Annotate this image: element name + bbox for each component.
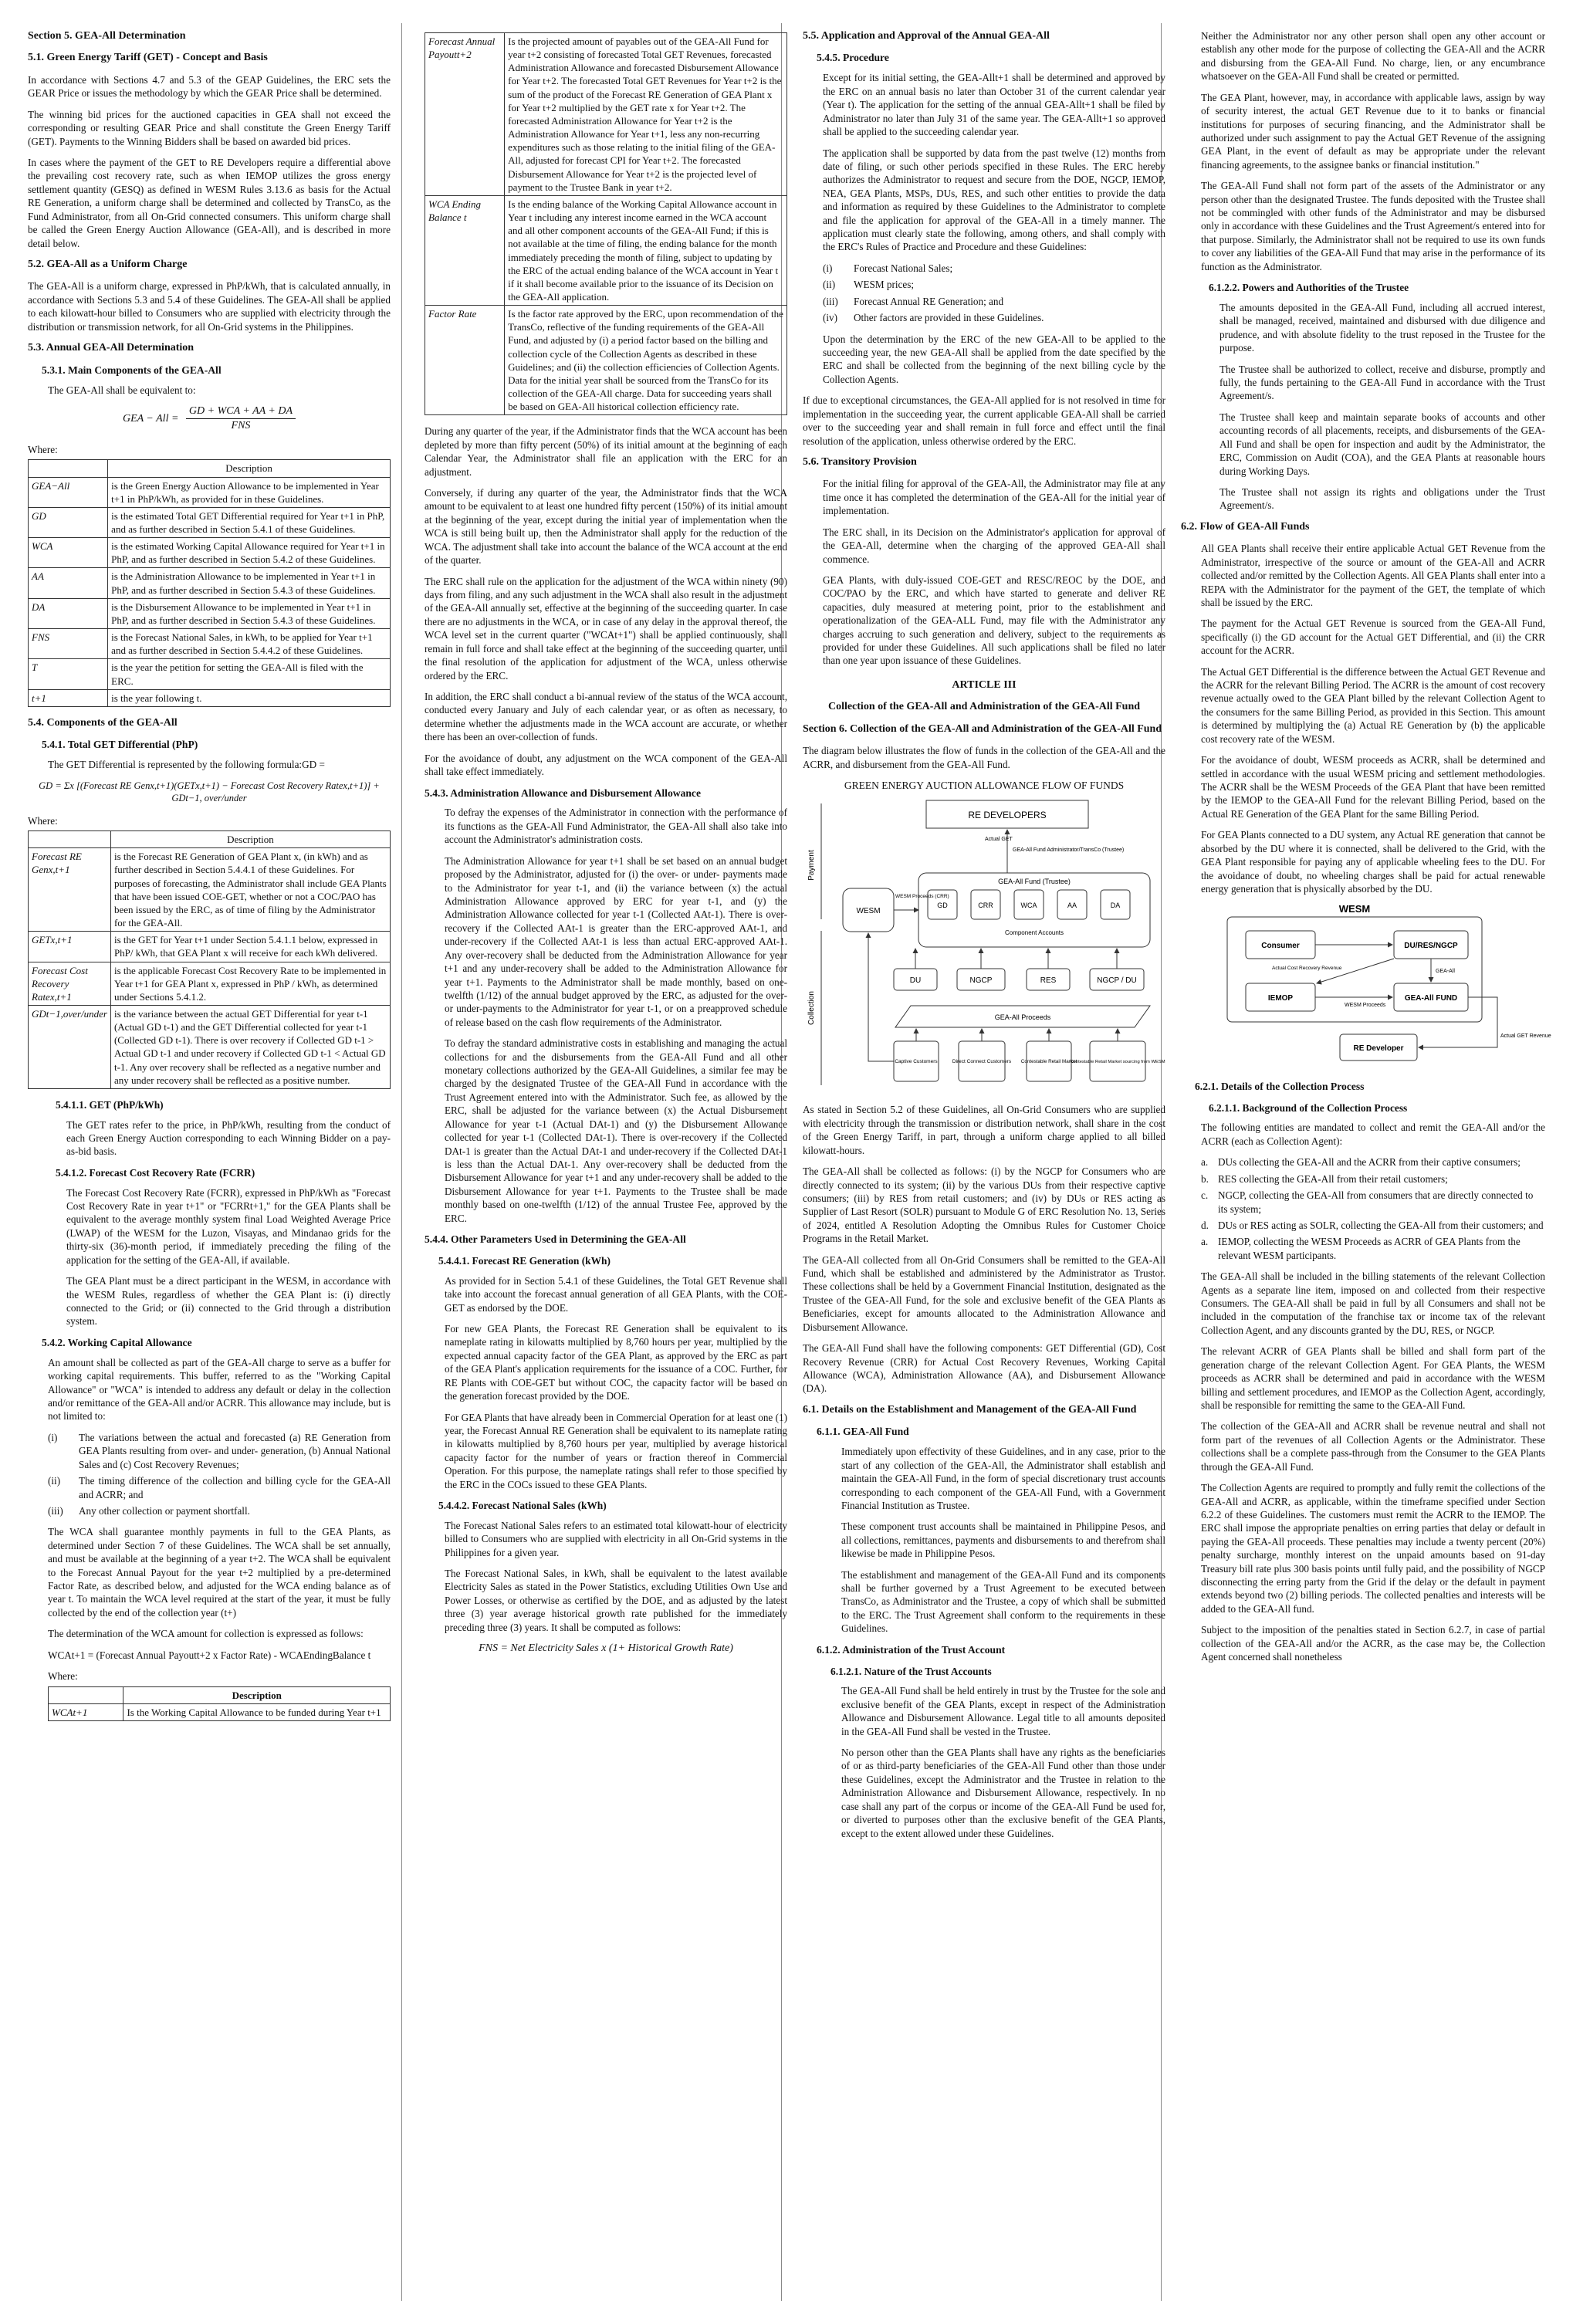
subsection-title: 6.2. Flow of GEA-All Funds bbox=[1181, 520, 1310, 533]
arrow bbox=[1317, 959, 1394, 983]
table-row bbox=[29, 1005, 391, 1088]
wesm-proceeds-label: WESM Proceeds (CRR) bbox=[895, 893, 949, 899]
term-cell: AA bbox=[29, 568, 108, 598]
paragraph: As stated in Section 5.2 of these Guidelines, all On-Grid Consumers who are supplied with electricity through the transmission or distribution network, shall share in the cost of the Green Energy Tariff, in part, through a uniform charge applied to all billed kilowatt-hours. bbox=[803, 1104, 1165, 1156]
table-row bbox=[29, 629, 391, 659]
paragraph: In cases where the payment of the GET to RE Developers require a differential above the prevailing cost recovery rate, such as when IEMOP utilizes the gross energy settlement quantity (GESQ) as defined in WESM Rules 3.13.6 as basis for the Actual RE Generation, a uniform charge shall be determined and collected by TransCo, as the Fund Administrator, from all On-Grid connected consumers. This uniform charge shall be called the Green Energy Auction Allowance (GEA-All), and is described in more detail below. bbox=[28, 157, 391, 249]
paragraph: The amounts deposited in the GEA-All Fund, including all accrued interest, shall be managed, received, maintained and disbursed with due diligence and prudence, and with absolute fidelity to the trust reposed in the Trustee for the purpose. bbox=[1219, 301, 1545, 354]
contestable-label: Contestable Retail Market bbox=[1020, 1058, 1077, 1064]
table-row bbox=[29, 507, 391, 537]
term-cell: WCA Ending Balance t bbox=[425, 195, 505, 305]
paragraph: The payment for the Actual GET Revenue is sourced from the GEA-All Fund, specifically (i) the GD account for the Actual GET Differential, and (ii) the CRR account for the ACRR. bbox=[1201, 617, 1545, 657]
term-cell: Forecast Cost Recovery Ratex,t+1 bbox=[29, 962, 111, 1005]
subsection-title: 5.4.1. Total GET Differential (PhP) bbox=[42, 739, 198, 751]
paragraph: The Forecast Cost Recovery Rate (FCRR), expressed in PhP/kWh as "Forecast Cost Recovery Rate in year t+1" or "FCRRt+1," for the GEA Plants shall be equivalent to the average monthly system final Load Weighted Average Price (LWAP) of the WESM for the Luzon, Visayas, and Mindanao grids for the thirty-six (36)-month period, if immediately preceding the filing of the application for the setting of the GEA-All, if available. bbox=[66, 1186, 391, 1266]
list-item: (i) The variations between the actual and forecasted (a) RE Generation from GEA Plants resulting from over- and under- generation, (b) Annual National Sales and (c) Cost Recovery Revenues; bbox=[48, 1431, 391, 1470]
column-1 bbox=[28, 29, 391, 1730]
iemop-label: IEMOP bbox=[1267, 994, 1294, 1003]
subsection-title: 5.4.1.1. GET (PhP/kWh) bbox=[56, 1098, 164, 1111]
subsection-title: 5.4.1.2. Forecast Cost Recovery Rate (FCRR) bbox=[56, 1166, 255, 1179]
paragraph: For the avoidance of doubt, WESM proceeds as ACRR, shall be determined and settled in accordance with the usual WESM pricing and settlement methodologies. The ACRR shall be the WESM Proceeds of the GEA Plant that have been remitted by the IEMOP to the GEA-All Fund for the relevant Billing Period, based on the Actual RE Generation of the GEA Plant for the same Billing Period. bbox=[1201, 754, 1545, 820]
gea-all-label: GEA-All bbox=[1436, 969, 1455, 975]
wesm-title: WESM bbox=[1338, 903, 1371, 915]
paragraph: Except for its initial setting, the GEA-Allt+1 shall be determined and approved by the ERC on an annual basis no later than October 31 of the current calendar year (Year t). The application for the setting of the annual GEA-Allt+1 shall be filed by Administrator no later than July 31 of the same year. The GEA-Allt+1 so approved shall be applied to the succeeding calendar year. bbox=[823, 72, 1165, 138]
fund-admin-label: GEA-All Fund Administrator/TransCo (Trustee) bbox=[1013, 847, 1125, 853]
term-cell: GDt−1,over/under bbox=[29, 1005, 111, 1088]
paragraph: The Forecast National Sales, in kWh, shall be equivalent to the latest available Electricity Sales as stated in the Power Statistics, excluding Utilities Own Use and Power Losses, or otherwise as certified by the DOE, and as adjusted by the latest three (3) year average historical growth rate published for the immediately preceding three (3) years. It shall be computed as follows: bbox=[445, 1568, 787, 1633]
paragraph: The ERC shall rule on the application for the adjustment of the WCA within ninety (90) days from filing, and any such adjustment in the WCA shall also result in the adjustment of the GEA-All annually set, effective at the beginning of the succeeding quarter. In case there are no adjustments in the WCA, or in case of any delay in the approval thereof, the WCA level set in the current quarter ("WCAt+1") shall be applied continuously, shall remain in full force and shall take effect at the beginning of the succeeding quarter, until the final resolution of the application for adjustment of the WCA, unless otherwise ordered by the ERC. bbox=[425, 575, 787, 682]
subsection-title: 5.2. GEA-All as a Uniform Charge bbox=[28, 259, 188, 270]
table-row bbox=[425, 306, 787, 415]
ngcp-du-label: NGCP / DU bbox=[1097, 976, 1137, 985]
paragraph: The Trustee shall be authorized to collect, receive and disburse, promptly and fully, the funds pertaining to the GEA-All Fund in accordance with the Trust Agreement/s. bbox=[1219, 363, 1545, 402]
paragraph: The application shall be supported by data from the past twelve (12) months from date of filing, or such other periods specified in these Rules. The ERC hereby authorizes the Administrator to request and secure from the DOE, NGCP, IEMOP, NEA, GEA Plants, MSPs, DUs, RES, and such other entities to provide the data and information as required by these Guidelines to the Administrator to complete and file the application for approval of the GEA-All in a timely manner. The application must clearly state the following, among others, and shall comply with the ERC's Rules of Practice and Procedure and these Guidelines: bbox=[823, 147, 1165, 253]
list-item: (ii) The timing difference of the collection and billing cycle for the GEA-All and ACRR; and bbox=[48, 1475, 391, 1500]
list-item: (iii) Any other collection or payment shortfall. bbox=[48, 1504, 250, 1517]
paragraph: The collection of the GEA-All and ACRR shall be revenue neutral and shall not form part of the revenues of all Collection Agents or the Administrator. These collections shall be a complete pass-through from the Consumer to the GEA Plants through the GEA-All Fund. bbox=[1201, 1420, 1545, 1473]
list bbox=[48, 1431, 391, 1518]
subsection-title: 6.1. Details on the Establishment and Management of the GEA-All Fund bbox=[803, 1403, 1137, 1416]
list-item: a. DUs collecting the GEA-All and the ACRR from their captive consumers; bbox=[1201, 1156, 1521, 1169]
paragraph: The GEA-All shall be collected as follows: (i) by the NGCP for Consumers who are directly connected to its system; (ii) by the various DUs from their respective captive consumers; (iii) by RES from retail customers; and (iv) by DUs or RES acting as Supplier of Last Resort (SOLR) pursuant to Module G of ERC Resolution No. 13, Series of 2024, entitled A Resolution Adopting the Omnibus Rules for Customer Choice Programs in the Retail Market. bbox=[803, 1165, 1165, 1245]
description-cell: Is the factor rate approved by the ERC, upon recommendation of the TransCo, reflective of the funding requirements of the GEA-All Fund, and adjusted by (i) a period factor based on the billing and collection cycle of the Collection Agents as described in these Guidelines; and (ii) the collection efficiencies of Collection Agents. Data for the initial year shall be sourced from the TransCo for its collection of the GEA-All charge. Data for succeeding years shall be based on GEA-All historical collection efficiency rate. bbox=[505, 306, 787, 415]
paragraph: Conversely, if during any quarter of the year, the Administrator finds that the WCA amount to be equivalent to at least one hundred fifty percent (150%) of its initial amount at the beginning of the year, except during the initial year of implementation when the WCA is still being built up, then the Administrator shall apply for the reduction of the WCA. The adjustment shall take into account the balance of the WCA account at the end of the quarter. bbox=[425, 487, 787, 567]
paragraph: The determination of the WCA amount for collection is expressed as follows: bbox=[48, 1628, 364, 1640]
subsection-title: 5.4.2. Working Capital Allowance bbox=[42, 1336, 192, 1348]
list-item: (iv) Other factors are provided in these Guidelines. bbox=[823, 312, 1044, 324]
table-row bbox=[29, 568, 391, 598]
column-divider bbox=[401, 23, 402, 2301]
table-row bbox=[29, 932, 391, 962]
subsection-title: 5.4.5. Procedure bbox=[817, 52, 889, 64]
paragraph: The relevant ACRR of GEA Plants shall be billed and shall form part of the generation charge of the relevant Collection Agent. For GEA Plants, the WESM proceeds as ACRR shall be determined and paid in accordance with the WESM billing and settlement procedures, and IEMOP as the Collection Agent, accordingly, shall be responsible for remitting the same to the GEA-All Fund. bbox=[1201, 1345, 1545, 1411]
article-subtitle: Collection of the GEA-All and Administration of the GEA-All Fund bbox=[827, 701, 1141, 713]
wesm-diagram-svg bbox=[1181, 903, 1551, 1065]
paragraph: The GEA-All shall be equivalent to: bbox=[48, 384, 196, 396]
gea-all-formula: GEA − All = GD + WCA + AA + DA FNS bbox=[28, 404, 391, 434]
subsection-title: 5.4.3. Administration Allowance and Disbursement Allowance bbox=[425, 787, 701, 799]
description-cell: is the variance between the actual GET Differential for year t-1 (Actual GD t-1) and the GET Differential collected for year t-1 (Collected GD t-1). There is over recovery if Collected GD t-1 > Actual GD t-1 and under recovery if Collected GD t-1 < Actual GD t-1. Any over recovery shall be reflected as a negative number and any under recovery shall be reflected as a positive number. bbox=[110, 1005, 390, 1088]
term-cell: WCA bbox=[29, 538, 108, 568]
list-item: d. DUs or RES acting as SOLR, collecting the GEA-All from their customers; and bbox=[1201, 1219, 1544, 1231]
description-cell: is the applicable Forecast Cost Recovery Rate to be implemented in Year t+1 for GEA Plant x, expressed in PhP / kWh, as determined under Sections 5.4.1.2. bbox=[110, 962, 390, 1005]
subsection-title: 5.4. Components of the GEA-All bbox=[28, 716, 178, 729]
paragraph: In accordance with Sections 4.7 and 5.3 of the GEAP Guidelines, the ERC sets the GEAR Price or issues the methodology by which the GEAR Price shall be determined. bbox=[28, 73, 391, 100]
paragraph: The Trustee shall keep and maintain separate books of accounts and other accounting records of all placements, receipts, and disbursements of the GEA-All Fund and shall be open for inspection and audit by the Administrator, the ERC, Commission on Audit (COA), and the GEA Plants at reasonable hours during Working Days. bbox=[1219, 411, 1545, 477]
table-row bbox=[425, 33, 787, 196]
paragraph: Immediately upon effectivity of these Guidelines, and in any case, prior to the start of any collection of the GEA-All, the Administrator shall establish and maintain the GEA-All Fund, in the form of special discretionary trust accounts corresponding to each component of the GEA-All Fund, with a Government Financial Institution as Trustee. bbox=[841, 1446, 1165, 1511]
direct-label: Direct Connect Customers bbox=[952, 1058, 1012, 1064]
da-label: DA bbox=[1110, 901, 1121, 909]
actual-cost-label: Actual Cost Recovery Revenue bbox=[1272, 966, 1342, 972]
paragraph: The GEA-All collected from all On-Grid Consumers shall be remitted to the GEA-All Fund, which shall be established and administered by the Administrator as Trustor. These collections shall be held by a Government Financial Institution, designated as the Trustee of the GEA-All Fund, for the sole and exclusive benefit of the GEA Plants as Beneficiaries, except for amounts allocated to the Administration Allowance and Disbursement Allowance. bbox=[803, 1253, 1165, 1333]
section-title: Section 6. Collection of the GEA-All and Administration of the GEA-All Fund bbox=[803, 722, 1162, 735]
paragraph: Neither the Administrator nor any other person shall open any other account or establish any other mode for the purpose of collecting the GEA-All and the ACRR and disbursing from the GEA-All Fund. No charge, lien, or any encumbrance whatsoever on the GEA-All Fund shall be created or permitted. bbox=[1201, 30, 1545, 83]
diagram-title: GREEN ENERGY AUCTION ALLOWANCE FLOW OF FUNDS bbox=[844, 780, 1125, 792]
subsection-title: 5.4.4. Other Parameters Used in Determining the GEA-All bbox=[425, 1233, 686, 1246]
definitions-table: Description GEA−All is the Green Energy Auction Allowance to be implemented in Year t+1 in PhP/kWh, as provided for in these Guidelines. GD is the estimated Total GET Differential required for Year t+1 in PhP, and as further described in Section 5.4.1 of these Guidelines. WCA is the estimated Working Capital Allowance required for Year t+1 in PhP, and as further described in Section 5.4.2 of these Guidelines. AA is the Administration Allowance to be implemented in Year t+1 in PhP, and as further described in Section 5.4.3 of these Guidelines. DA is the Disbursement Allowance to be implemented in Year t+1 in PhP, and as further described in Section 5.4.3 of these Guidelines. FNS is the Forecast National Sales, in kWh, to be applied for Year t+1 and as further described in Section 5.4.4.2 of these Guidelines. T is the year the petition for setting the GEA-All is filed with the ERC. t+1 is the year following t. bbox=[28, 459, 391, 707]
subsection-title: 6.2.1. Details of the Collection Process bbox=[1195, 1080, 1365, 1092]
column-2 bbox=[425, 29, 787, 1666]
paragraph: The GEA-All shall be included in the billing statements of the relevant Collection Agents as a separate line item, imposed on and collected from their respective Consumers. The GEA-All shall be paid in full by all Consumers and shall not be included in the computation of the franchise tax or income tax of the relevant Collection Agent, and any discounts granted by the DU, RES, or NGCP. bbox=[1201, 1270, 1545, 1336]
list-item: c. NGCP, collecting the GEA-All from consumers that are directly connected to its system; bbox=[1201, 1189, 1534, 1215]
paragraph: For the initial filing for approval of the GEA-All, the Administrator may file at any time once it has completed the determination of the GEA-All for the initial year of implementation. bbox=[823, 478, 1165, 517]
column-4 bbox=[1181, 29, 1551, 1672]
captive-label: Captive Customers bbox=[895, 1058, 938, 1064]
paragraph: The Forecast National Sales refers to an estimated total kilowatt-hour of electricity billed to Consumers who are supplied with electricity in all On-Grid systems in the Philippines for a given year. bbox=[445, 1519, 787, 1558]
consumer-label: Consumer bbox=[1261, 942, 1300, 951]
definitions-table bbox=[425, 32, 787, 415]
term-cell: GETx,t+1 bbox=[29, 932, 111, 962]
description-cell: is the year following t. bbox=[108, 689, 391, 706]
wesm-label: WESM bbox=[856, 906, 881, 915]
paragraph: GEA Plants, with duly-issued COE-GET and RESC/REOC by the DOE, and COC/PAO by the ERC, and which have started to generate and deliver RE capacities, duly measured at metering point, prior to the establishment and operationalization of the GEA-ALL Fund, may file with the Administrator any charges accruing to such generation and delivery, subject to the requirements as provided for under these Guidelines. All such applications shall be filed no later than one year upon issuance of these Guidelines. bbox=[823, 573, 1165, 667]
connector bbox=[868, 1027, 894, 1061]
where-label: Where: bbox=[28, 443, 58, 455]
ngcp-label: NGCP bbox=[969, 976, 993, 985]
table-row bbox=[29, 962, 391, 1005]
list-item: b. RES collecting the GEA-All from their retail customers; bbox=[1201, 1172, 1448, 1185]
paragraph: For the avoidance of doubt, any adjustment on the WCA component of the GEA-All shall take effect immediately. bbox=[425, 752, 787, 778]
wca-label: WCA bbox=[1020, 901, 1037, 909]
proceeds-label: GEA-All Proceeds bbox=[994, 1013, 1051, 1021]
subsection-title: 6.2.1.1. Background of the Collection Process bbox=[1209, 1101, 1408, 1114]
list-item: (ii) WESM prices; bbox=[823, 279, 915, 291]
description-cell: is the Green Energy Auction Allowance to be implemented in Year t+1 in PhP/kWh, as provided for in these Guidelines. bbox=[108, 477, 391, 507]
res-label: RES bbox=[1040, 976, 1057, 985]
list-item: (i) Forecast National Sales; bbox=[823, 262, 953, 274]
term-cell: Forecast RE Genx,t+1 bbox=[29, 848, 111, 932]
term-cell: FNS bbox=[29, 629, 108, 659]
paragraph: Subject to the imposition of the penalties stated in Section 6.2.7, in case of partial collection of the GEA-All and/or the ACRR, as the case may be, the Collection Agent concerned shall nonetheless bbox=[1201, 1624, 1545, 1663]
actual-get-label: Actual GET Revenue bbox=[1500, 1033, 1551, 1040]
table-row bbox=[29, 848, 391, 932]
paragraph: The GEA Plant, however, may, in accordance with applicable laws, assign by way of security interest, the actual GET Revenue due to it to banks or financial institutions for purposes of securing financing, and the Administrator shall be authorized under such assignment to pay the Actual GET Revenue of the assigning GEA Plant, in the event of default as may be appropriate under the relevant financing agreements, to the assignee banks or financial institution." bbox=[1201, 91, 1545, 171]
definitions-table: Description WCAt+1 Is the Working Capital Allowance to be funded during Year t+1 bbox=[48, 1686, 391, 1721]
paragraph: The Trustee shall not assign its rights and obligations under the Trust Agreement/s. bbox=[1219, 485, 1545, 512]
paragraph: The GEA Plant must be a direct participant in the WESM, in accordance with the WESM Rules, regardless of whether the GEA Plant is: (i) directly connected to the Grid; or (ii) connected to the Grid through a distribution system. bbox=[66, 1275, 391, 1328]
paragraph: The following entities are mandated to collect and remit the GEA-All and/or the ACRR (each as Collection Agent): bbox=[1201, 1121, 1545, 1147]
paragraph: For new GEA Plants, the Forecast RE Generation shall be equivalent to its nameplate rating in kilowatts multiplied by 8,760 hours per year, multiplied by the expected annual capacity factor of the GEA Plant, as approved by the ERC as part of the GEA Plant's application requirements for the issuance of a COC. Further, for RE Plants with COE-GET but without COC, the capacity factor will be based on the generation forecast provided by the DOE. bbox=[445, 1322, 787, 1402]
wca-formula: WCAt+1 = (Forecast Annual Payoutt+2 x Factor Rate) - WCAEndingBalance t bbox=[48, 1649, 371, 1661]
list-item: a. IEMOP, collecting the WESM Proceeds as ACRR of GEA Plants from the relevant WESM participants. bbox=[1201, 1236, 1521, 1261]
paragraph: The establishment and management of the GEA-All Fund and its components shall be further governed by a Trust Agreement to be executed between TransCo, as Administrator and the Trustee, a copy of which shall be submitted to the ERC. The Trust Agreement shall conform to the requirements in these Guidelines. bbox=[841, 1568, 1165, 1635]
term-cell: Forecast Annual Payoutt+2 bbox=[425, 33, 505, 196]
paragraph: To defray the expenses of the Administrator in connection with the performance of its functions as the GEA-All Fund Administrator, the GEA-All shall also take into account the Administrator's administration costs. bbox=[445, 807, 787, 846]
paragraph: The Collection Agents are required to promptly and fully remit the collections of the GEA-All and ACRR, as applicable, within the timeframe specified under Section 6.2.2 of these Guidelines. The customers must remit the ACRR to the IEMOP. The ERC shall impose the appropriate penalties on erring parties that delay or default in paying the GEA-All proceeds. These penalties may include a twenty percent (20%) penalty surcharge, monthly interest on the unpaid amounts based on 91-day Treasury bill rate plus 300 basis points until fully paid, and the possibility of NGCP disconnecting the erring party from the Grid if the delay or the default in payment extends beyond two (2) billing periods. The collected penalties and interests will be added to the GEA-All fund. bbox=[1201, 1482, 1545, 1615]
section-title: Section 5. GEA-All Determination bbox=[28, 30, 186, 42]
paragraph: The GEA-All Fund shall not form part of the assets of the Administrator or any person other than the designated Trustee. The funds deposited with the Trustee shall not be commingled with other funds of the Administrator and may be disbursed only in accordance with these Guidelines and the Trust Agreement/s entered into for that purpose. Similarly, the Administrator shall not be required to use its own funds to cover any liabilities of the GEA-All Fund that may arise in the performance of its function as the Administrator. bbox=[1201, 180, 1545, 272]
term-cell: GD bbox=[29, 507, 108, 537]
term-cell: Factor Rate bbox=[425, 306, 505, 415]
paragraph: No person other than the GEA Plants shall have any rights as the beneficiaries of or as third-party beneficiaries of the GEA-All Fund other than those under these Guidelines, except the Administrator and the Trustee in relation to the Administration Allowance and Disbursement Allowance, respectively. In no case shall any part of the corpus or income of the GEA-All Fund be used for, or diverted to purposes other than the exclusive benefit of the GEA Plants, except to the extent allowed under these Guidelines. bbox=[841, 1747, 1165, 1839]
subsection-title: 6.1.2. Administration of the Trust Account bbox=[817, 1643, 1006, 1656]
description-cell: is the Disbursement Allowance to be implemented in Year t+1 in PhP, and as further described in Section 5.4.3 of these Guidelines. bbox=[108, 598, 391, 628]
paragraph: The winning bid prices for the auctioned capacities in GEA shall not exceed the corresponding or resulting GEAR Price and shall constitute the Green Energy Tariff (GET). Payments to the Winning Bidders shall be based on awarded bid prices. bbox=[28, 108, 391, 147]
subsection-title: 5.5. Application and Approval of the Annual GEA-All bbox=[803, 30, 1050, 42]
contestable-wesm-label: Contestable Retail Market sourcing from WESM bbox=[1070, 1059, 1165, 1064]
paragraph: The GEA-All is a uniform charge, expressed in PhP/kWh, that is calculated annually, in accordance with Sections 5.3 and 5.4 of these Guidelines. The GEA-All shall be applied to each kilowatt-hour billed to Consumers who are supplied with electricity through the distribution or transmission network, for all On-Grid systems in the Philippines. bbox=[28, 280, 391, 333]
paragraph: The Administration Allowance for year t+1 shall be set based on an annual budget proposed by the Administrator, adjusted for (i) the over- or under- payments made to the Administrator for year t-1, and (ii) the variance between (x) the actual Administration Allowance approved by ERC for year t-1, and (y) the Administration Allowance collected for year t-1 (Collected AAt-1). There is over-recovery if the Collected AAt-1 is greater than the ERC-approved AAt-1, and under-recovery if the Collected AAt-1 is less than actual ERC-approved AAt-1. Any over-recovery shall be deducted from the Administration Allowance for year t+1 and any under-recovery shall be added to the Administration Allowance for year t+1. Payments to the Administrator shall be made monthly, based on one-twelfth (1/12) of the annual budget approved by the ERC, as adjusted for the over- or under-payments to the Administrator for year t-1, or on a preapproved schedule of release based on the cash flow requirements of the Administrator. bbox=[445, 854, 787, 1028]
description-cell: is the estimated Working Capital Allowance required for Year t+1 in PhP, and as further described in Section 5.4.2 of these Guidelines. bbox=[108, 538, 391, 568]
column-3 bbox=[803, 29, 1165, 1848]
list bbox=[1201, 1155, 1545, 1262]
paragraph: These component trust accounts shall be maintained in Philippine Pesos, and all collections, remittances, payments and disbursements to and therefrom shall likewise be made in Philippine Pesos. bbox=[841, 1521, 1165, 1560]
paragraph: All GEA Plants shall receive their entire applicable Actual GET Revenue from the Administrator, irrespective of the source or amount of the GEA-All and ACRR collected and/or remitted by the Collection Agents. All GEA Plants shall enter into a REPA with the Administrator for the payment of the GET, the template of which shall be issued by the ERC. bbox=[1201, 543, 1545, 608]
paragraph: As provided for in Section 5.4.1 of these Guidelines, the Total GET Revenue shall take into account the forecast annual generation of all GEA Plants, with the COE-GET as endorsed by the DOE. bbox=[445, 1274, 787, 1314]
list bbox=[823, 262, 1165, 325]
paragraph: The GEA-All Fund shall have the following components: GET Differential (GD), Cost Recovery Revenue (CRR) for Actual Cost Recovery Revenues, Working Capital Allowance (WCA), Administration Allowance (AA), and Disbursement Allowance (DA). bbox=[803, 1342, 1165, 1395]
subsection-title: 6.1.1. GEA-All Fund bbox=[817, 1426, 909, 1438]
collection-label: Collection bbox=[807, 991, 816, 1025]
subsection-title: 5.4.4.1. Forecast RE Generation (kWh) bbox=[438, 1255, 611, 1267]
subsection-title: 5.4.4.2. Forecast National Sales (kWh) bbox=[438, 1500, 607, 1512]
description-cell: is the Forecast RE Generation of GEA Plant x, (in kWh) and as further described in Section 5.4.4.1 of these Guidelines. For purposes of forecasting, the Administrator shall include GEA Plants that have been issued COE-GET, whether or not a COC/PAO has been issued by the ERC, as of time of filing by the Administrator for the GEA-All. bbox=[110, 848, 390, 932]
fund-label: GEA-All Fund (Trustee) bbox=[998, 877, 1071, 885]
where-label: Where: bbox=[28, 814, 58, 827]
table-row bbox=[29, 598, 391, 628]
paragraph: The GET Differential is represented by the following formula:GD = bbox=[48, 759, 325, 771]
flow-of-funds-diagram bbox=[803, 779, 1165, 1092]
aa-label: AA bbox=[1067, 901, 1077, 909]
description-cell: Is the projected amount of payables out of the GEA-All Fund for year t+2 consisting of forecasted Total GET Revenues, forecasted Administration Allowance and forecasted Disbursement Allowance for Year t+2. The forecasted Total GET Revenues for Year t+2 is the sum of the product of the Forecast RE Generation of GEA Plant x for Year t+2 multiplied by the GET rate x for Year t+2. The forecasted Administration Allowance for Year t+2 is the Administration Allowance for Year t+1, less any non-recurring expenditures such as those relating to the initial filing of the GEA-All, adjusted for forecast CPI for Year t+2. The forecasted Disbursement Allowance for Year t+2 is the projected level of payment to the Trustee Bank in year t+2. bbox=[505, 33, 787, 196]
wesm-proceeds-label: WESM Proceeds bbox=[1345, 1003, 1386, 1009]
du-label: DU bbox=[909, 976, 922, 985]
paragraph: The GEA-All Fund shall be held entirely in trust by the Trustee for the sole and exclusive benefit of the GEA Plants, except in respect of the Administration Allowance and Disbursement Allowance. Legal title to all amounts deposited in the GEA-All Fund shall be vested in the Trustee. bbox=[841, 1685, 1165, 1737]
payment-label: Payment bbox=[807, 850, 816, 881]
table-row bbox=[29, 659, 391, 689]
description-cell: is the estimated Total GET Differential required for Year t+1 in PhP, and as further described in Section 5.4.1 of these Guidelines. bbox=[108, 507, 391, 537]
paragraph: The GET rates refer to the price, in PhP/kWh, resulting from the conduct of each Green Energy Auction corresponding to each Winning Bidder on a pay-as-bid basis. bbox=[66, 1118, 391, 1158]
paragraph: For GEA Plants connected to a DU system, any Actual RE generation that cannot be absorbed by the DU where it is connected, shall be delivered to the Grid, with the GEA Plant responsible for paying any of applicable wheeling fees to the DU. For the avoidance of doubt, no wheeling charges shall be paid for actual renewable energy generation that is physically absorbed by the DU. bbox=[1201, 829, 1545, 895]
paragraph: In addition, the ERC shall conduct a bi-annual review of the status of the WCA account, conducted every January and July of each calendar year, or as often as necessary, to determine whether the adjustments made in the WCA account are accurate, or whether there has been an over-collection of funds. bbox=[425, 690, 787, 743]
paragraph: An amount shall be collected as part of the GEA-All charge to serve as a buffer for working capital requirements. This buffer, referred to as the "Working Capital Allowance" or "WCA" is intended to address any default or delay in the collection and/or remittance of the GEA-All and/or ACRR. This allowance may include, but is not limited to: bbox=[48, 1356, 391, 1422]
term-cell: T bbox=[29, 659, 108, 689]
actual-get-label: Actual GET bbox=[985, 836, 1013, 842]
description-cell: Is the ending balance of the Working Capital Allowance account in Year t including any interest income earned in the WCA account and all other component accounts of the GEA-All Fund; if this is not available at the time of filing, the ending balance for the month immediately preceding the month of filing, subject to updating by the ERC of the actual ending balance of the WCA account in Year t if it shall become available prior to the issuance of its Decision on the GEA-All application. bbox=[505, 195, 787, 305]
table-row: WCAt+1 Is the Working Capital Allowance to be funded during Year t+1 bbox=[49, 1703, 391, 1720]
term-cell: t+1 bbox=[29, 689, 108, 706]
term-cell: GEA−All bbox=[29, 477, 108, 507]
description-cell: is the year the petition for setting the GEA-All is filed with the ERC. bbox=[108, 659, 391, 689]
where-label: Where: bbox=[48, 1670, 78, 1683]
table-row bbox=[425, 195, 787, 305]
table-row bbox=[29, 689, 391, 706]
re-developers-label: RE DEVELOPERS bbox=[968, 809, 1047, 820]
paragraph: During any quarter of the year, if the Administrator finds that the WCA account has been depleted by more than fifty percent (50%) of its initial amount at the beginning of each Calendar Year, the Administrator shall file an application with the ERC for an adjustment. bbox=[425, 425, 787, 478]
gd-label: GD bbox=[937, 901, 948, 909]
list-item: (iii) Forecast Annual RE Generation; and bbox=[823, 295, 1004, 307]
crr-label: CRR bbox=[978, 901, 993, 909]
re-developer-label: RE Developer bbox=[1353, 1044, 1404, 1054]
subsection-title: 6.1.2.1. Nature of the Trust Accounts bbox=[830, 1665, 992, 1677]
flow-diagram-svg bbox=[803, 796, 1165, 1089]
description-cell: is the Forecast National Sales, in kWh, to be applied for Year t+1 and as further described in Section 5.4.4.2 of these Guidelines. bbox=[108, 629, 391, 659]
fund-label: GEA-All FUND bbox=[1404, 994, 1458, 1003]
article-title: ARTICLE III bbox=[952, 678, 1017, 691]
subsection-title: 5.3.1. Main Components of the GEA-All bbox=[42, 364, 222, 376]
gd-formula: GD = Σx [(Forecast RE Genx,t+1)(GETx,t+1) − Forecast Cost Recovery Ratex,t+1)] + GDt−1, over/under bbox=[39, 780, 380, 804]
fns-formula: FNS = Net Electricity Sales x (1+ Historical Growth Rate) bbox=[479, 1642, 733, 1655]
paragraph: The ERC shall, in its Decision on the Administrator's application for approval of the GEA-All, determine when the charging of the approved GEA-All shall commence. bbox=[823, 526, 1165, 565]
paragraph: The Actual GET Differential is the difference between the Actual GET Revenue and the ACRR for the relevant Billing Period. The ACRR is the amount of cost recovery revenue actually owed to the GEA Plant billed by the relevant Collection Agent to the consumers for the same Billing Period, as provided in this Section. This amount is determined by multiplying the (a) Actual RE Generation by (b) the applicable cost recovery rate of the WESM. bbox=[1201, 665, 1545, 745]
paragraph: The diagram below illustrates the flow of funds in the collection of the GEA-All and the ACRR, and disbursement from the GEA-All Fund. bbox=[803, 745, 1165, 770]
term-cell: DA bbox=[29, 598, 108, 628]
definitions-table: Description Forecast RE Genx,t+1 is the Forecast RE Generation of GEA Plant x, (in kWh) and as further described in Section 5.4.4.1 of these Guidelines. For purposes of forecasting, the Administrator shall include GEA Plants that have been issued COE-GET, whether or not a COC/PAO has been issued by the ERC, as of time of filing by the Administrator for the GEA-All. GETx,t+1 is the GET for Year t+1 under Section 5.4.1.1 below, expressed in PhP/ kWh, that GEA Plant x will receive for each kWh delivered. Forecast Cost Recovery Ratex,t+1 is the applicable Forecast Cost Recovery Rate to be implemented in Year t+1 for GEA Plant x, expressed in PhP / kWh, as determined under Sections 5.4.1.2. GDt−1,over/under is the variance between the actual GET Differential for year t-1 (Actual GD t-1) and the GET Differential collected for year t-1 (Collected GD t-1). There is over recovery if Collected GD t-1 > Actual GD t-1 and under recovery if Collected GD t-1 < Actual GD t-1. Any over recovery shall be reflected as a negative number and any under recovery shall be reflected as a positive number. bbox=[28, 830, 391, 1089]
table-row bbox=[29, 477, 391, 507]
paragraph: If due to exceptional circumstances, the GEA-All applied for is not resolved in time for implementation in the succeeding year, the current applicable GEA-All shall be carried over to the succeeding year and shall remain in full force and effect until the final resolution of the application, unless otherwise ordered by the ERC. bbox=[803, 394, 1165, 447]
du-res-ngcp-label: DU/RES/NGCP bbox=[1404, 942, 1458, 951]
wesm-flow-diagram bbox=[1181, 903, 1551, 1068]
paragraph: To defray the standard administrative costs in establishing and managing the actual collections for and the disbursements from the GEA-All Fund and all other monetary collections authorized by the GEA-All Guidelines, a similar fee may be charged by the designated Trustee of the GEA-All Fund in accordance with the Trust Agreement entered into with the Administrator. Such fee, as allowed by the ERC, shall be adjusted for the variance between (x) the Actual Disbursement Allowance for year t-1 (Actual DAt-1) and (y) the Disbursement Allowance collected for year t-1 (Collected DAt-1). There is over-recovery if the Collected DAt-1 is greater than the Actual DAt-1 and under-recovery if the Collected DAt-1 is less than the Actual DAt-1. Any over-recovery shall be deducted from the Disbursement Allowance for year t+1 and any under-recovery shall be added to the Disbursement Allowance for year t+1. Payments to the Trustee shall be made monthly based on one-twelfth (1/12) of the annual Trustee Fee, approved by the ERC. bbox=[445, 1037, 787, 1224]
description-cell: is the GET for Year t+1 under Section 5.4.1.1 below, expressed in PhP/ kWh, that GEA Plant x will receive for each kWh delivered. bbox=[110, 932, 390, 962]
description-cell: is the Administration Allowance to be implemented in Year t+1 in PhP, and as further described in Section 5.4.3 of these Guidelines. bbox=[108, 568, 391, 598]
table-row bbox=[29, 538, 391, 568]
subsection-title: 5.6. Transitory Provision bbox=[803, 455, 917, 468]
subsection-title: 5.1. Green Energy Tariff (GET) - Concept and Basis bbox=[28, 52, 268, 64]
subsection-title: 5.3. Annual GEA-All Determination bbox=[28, 342, 195, 354]
paragraph: The WCA shall guarantee monthly payments in full to the GEA Plants, as determined under Section 7 of these Guidelines. The WCA shall be set annually, and must be available at the beginning of a year t+2. The WCA shall be equivalent to the Forecast Annual Payout for the year t+2 multiplied by a pre-determined Factor Rate, as described below, and adjusted for the WCA ending balance as of year t. To maintain the WCA level required at the start of the year, it must be fully collected by the end of the collection year (t+) bbox=[48, 1526, 391, 1619]
paragraph: For GEA Plants that have already been in Commercial Operation for at least one (1) year, the Forecast Annual RE Generation shall be equivalent to its nameplate rating in kilowatts multiplied by 8,760 hours per year, multiplied by average historical capacity factor for the number of years or fraction thereof in Commercial Operation. For this purpose, the nameplate ratings shall refer to those specified by the ERC in the COCs issued to these GEA Plants. bbox=[445, 1411, 787, 1490]
paragraph: Upon the determination by the ERC of the new GEA-All to be applied to the succeeding year, the new GEA-All shall be applied from the date specified by the ERC and shall be collected from the beginning of the next billing cycle by the Collection Agents. bbox=[823, 333, 1165, 385]
component-accounts-label: Component Accounts bbox=[1004, 929, 1064, 936]
subsection-title: 6.1.2.2. Powers and Authorities of the Trustee bbox=[1209, 282, 1409, 294]
